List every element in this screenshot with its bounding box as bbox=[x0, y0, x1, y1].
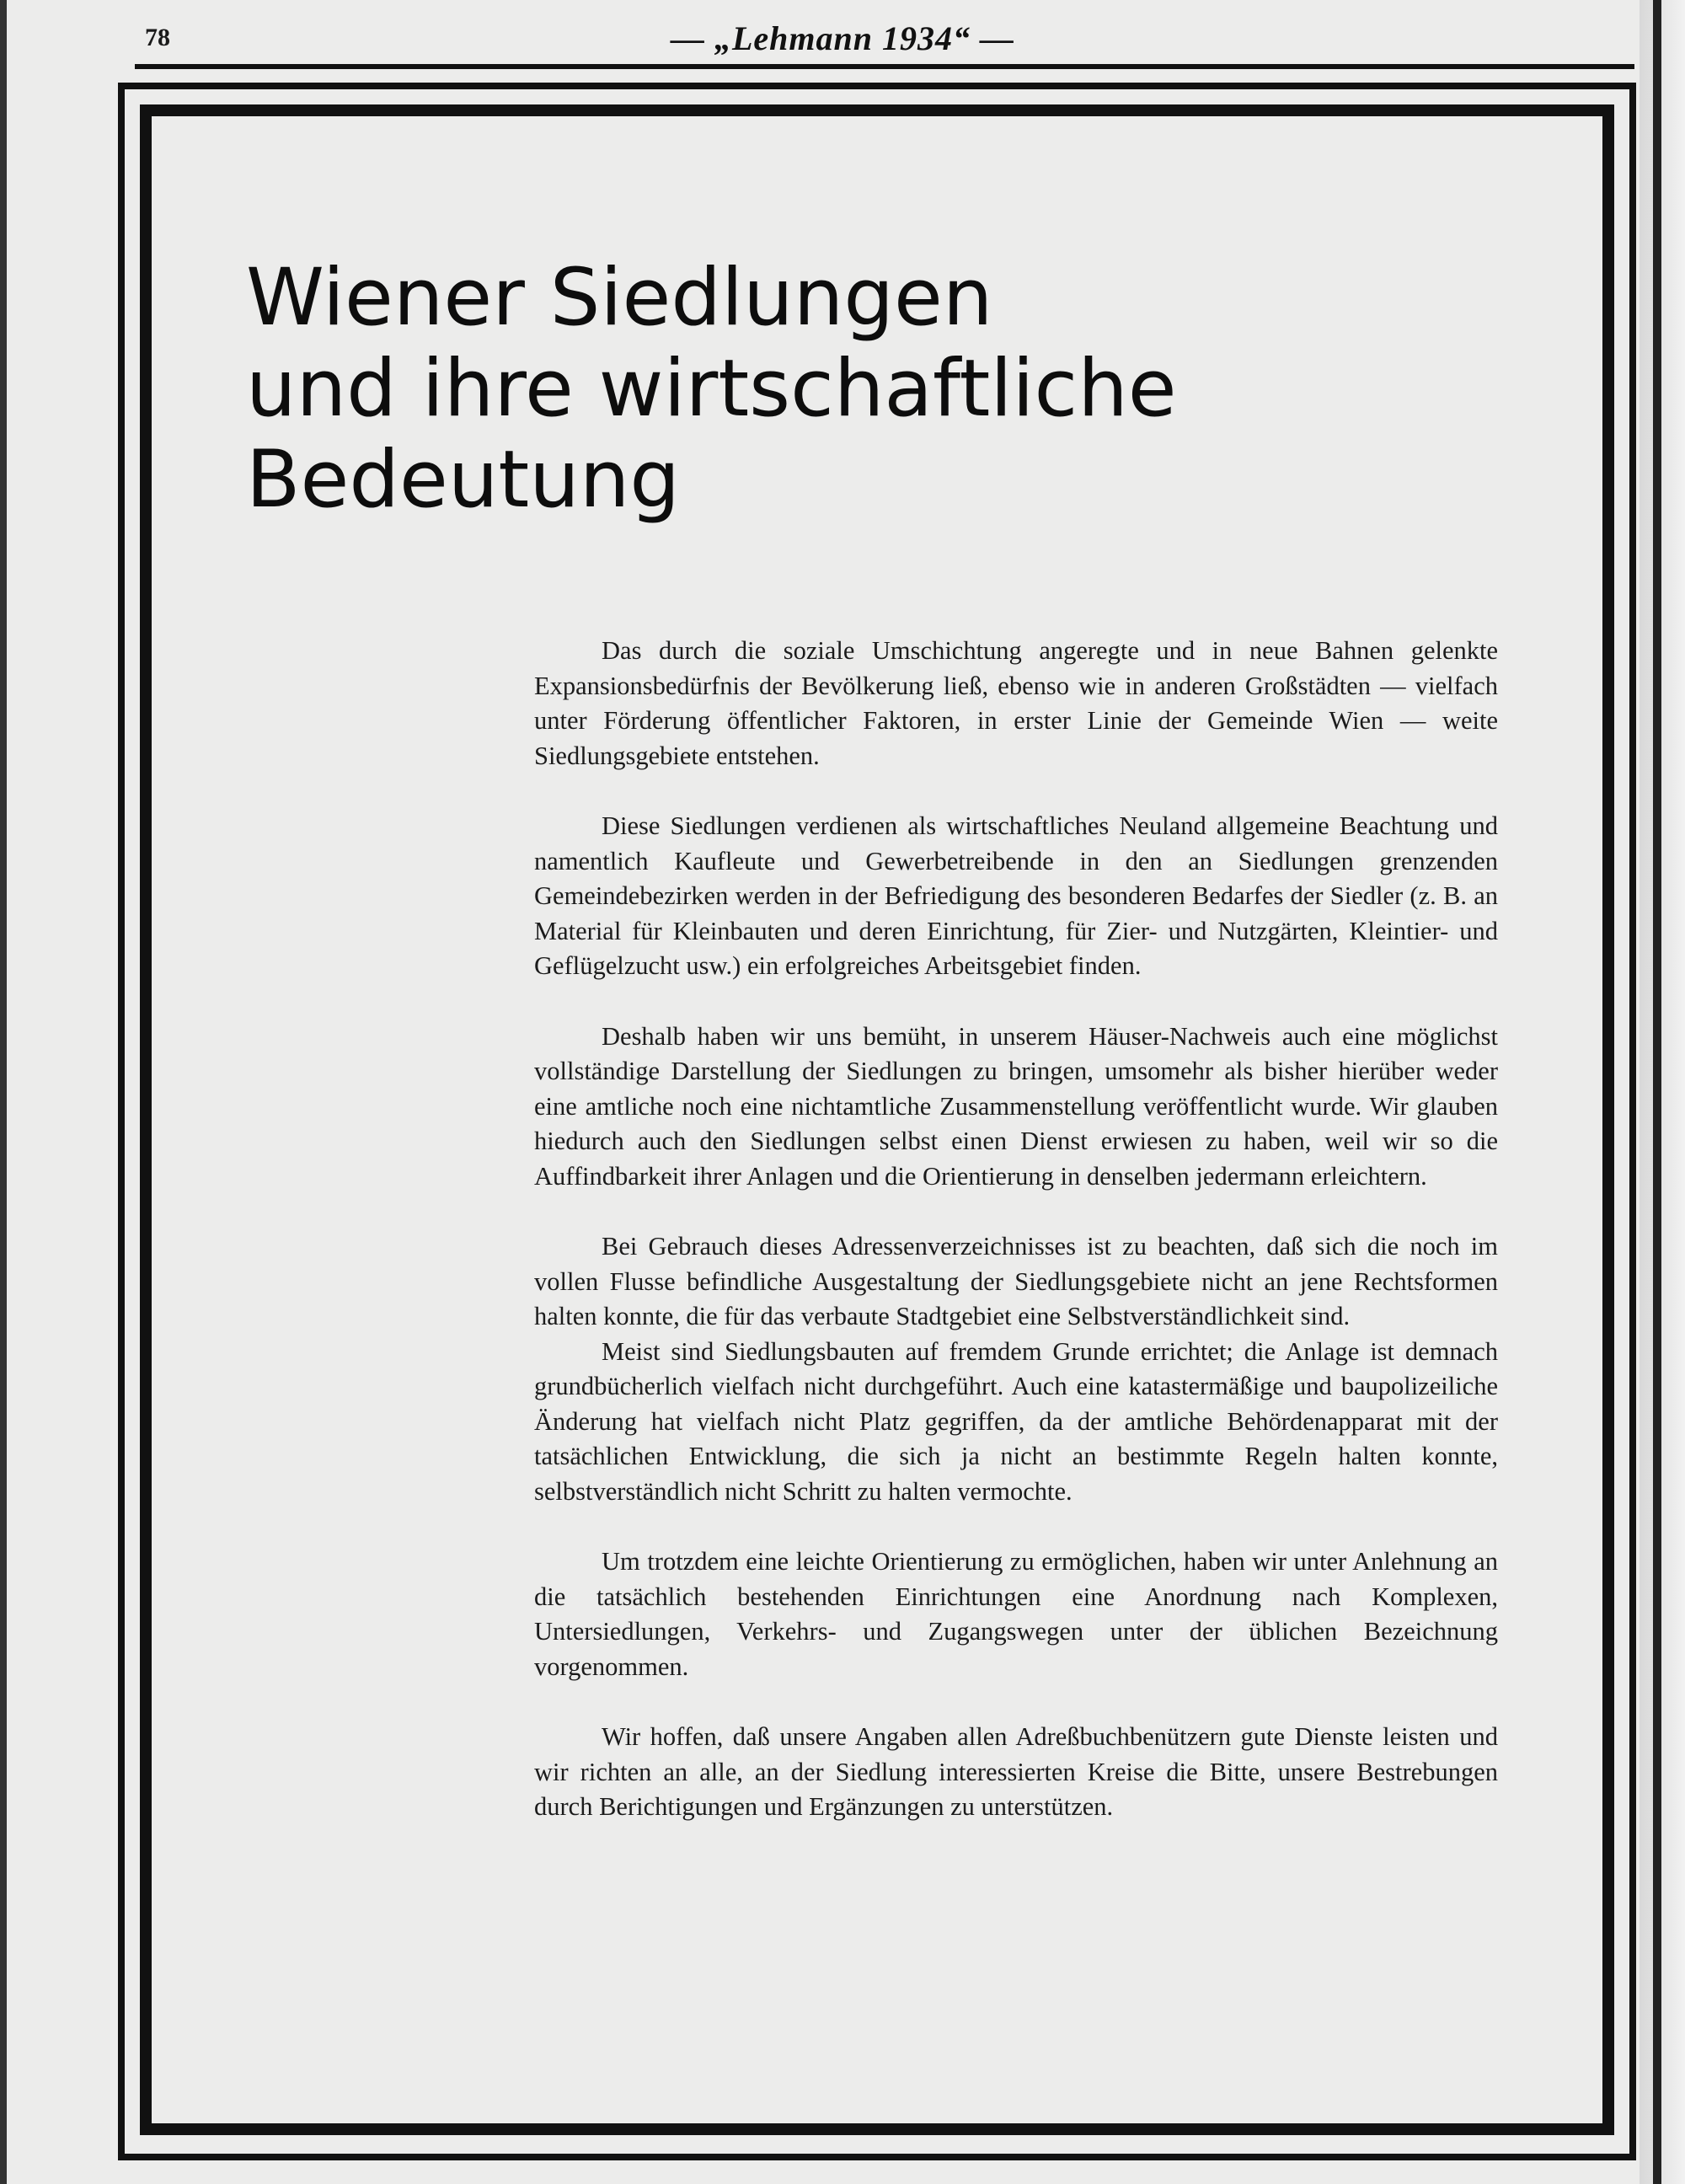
page-number: 78 bbox=[145, 24, 170, 51]
running-head: — „Lehmann 1934“ — bbox=[670, 19, 1015, 57]
scan-margin-right bbox=[1640, 0, 1685, 2184]
article-title bbox=[246, 253, 1341, 526]
body-paragraph: Diese Siedlungen verdienen als wirtschaftliches Neuland allgemeine Beachtung und namentlich Kaufleute und Gewerbetreibende in den an Siedlungen grenzenden Gemeindebezirken werden in der Befriedigung des besonderen Bedarfes der Siedler (z. B. an Material für Kleinbauten und deren Einrichtung, für Zier- und Nutzgärten, Kleintier- und Geflügelzucht usw.) ein erfolgreiches Arbeitsgebiet finden. bbox=[534, 811, 1498, 980]
title-line: Wiener Siedlungen bbox=[246, 252, 993, 344]
body-paragraph: Um trotzdem eine leichte Orientierung zu ermöglichen, haben wir unter Anlehnung an die tatsächlich bestehenden Einrichtungen eine Anordnung nach Komplexen, Untersiedlungen, Verkehrs- und Zugangswegen unter der üblichen Bezeichnung vorgenommen. bbox=[534, 1547, 1498, 1681]
title-line: Bedeutung bbox=[246, 434, 681, 527]
body-paragraph: Bei Gebrauch dieses Adressenverzeichnisses ist zu beachten, daß sich die noch im vollen Flusse befindliche Ausgestaltung der Siedlungsgebiete nicht an jene Rechtsformen halten konnte, die für das verbaute Stadtgebiet eine Selbstverständlichkeit sind. bbox=[534, 1232, 1498, 1330]
body-paragraph: Wir hoffen, daß unsere Angaben allen Adreßbuchbenützern gute Dienste leisten und wir richten an alle, an der Siedlung interessierten Kreise die Bitte, unsere Bestrebungen durch Berichtigungen und Ergänzungen zu unterstützen. bbox=[534, 1722, 1498, 1821]
article-body bbox=[534, 634, 1498, 1860]
body-paragraph: Deshalb haben wir uns bemüht, in unserem Häuser-Nachweis auch eine möglichst vollständige Darstellung der Siedlungen zu bringen, umsomehr als bisher hierüber weder eine amtliche noch eine nichtamtliche Zusammenstellung veröffentlicht wurde. Wir glauben hiedurch auch den Siedlungen selbst einen Dienst erwiesen zu haben, weil wir so die Auffindbarkeit ihrer Anlagen und die Orientierung in denselben jedermann erleichtern. bbox=[534, 1021, 1498, 1191]
body-paragraph: Das durch die soziale Umschichtung angeregte und in neue Bahnen gelenkte Expansionsbedürfnis der Bevölkerung ließ, ebenso wie in anderen Großstädten — vielfach unter Förderung öffentlicher Faktoren, in erster Linie der Gemeinde Wien — weite Siedlungsgebiete entstehen. bbox=[534, 636, 1498, 770]
scan-edge-left bbox=[0, 0, 7, 2184]
scan-edge-right bbox=[1653, 0, 1661, 2184]
header-rule bbox=[135, 64, 1634, 69]
body-paragraph: Meist sind Siedlungsbauten auf fremdem Grunde errichtet; die Anlage ist demnach grundbücherlich vielfach nicht durchgeführt. Auch eine katastermäßige und baupolizeiliche Änderung hat vielfach nicht Platz gegriffen, da der amtliche Behördenapparat mit der tatsächlichen Entwicklung, die sich ja nicht an bestimmte Regeln halten konnte, selbstverständlich nicht Schritt zu halten vermochte. bbox=[534, 1336, 1498, 1506]
title-line: und ihre wirtschaftliche bbox=[246, 343, 1177, 436]
